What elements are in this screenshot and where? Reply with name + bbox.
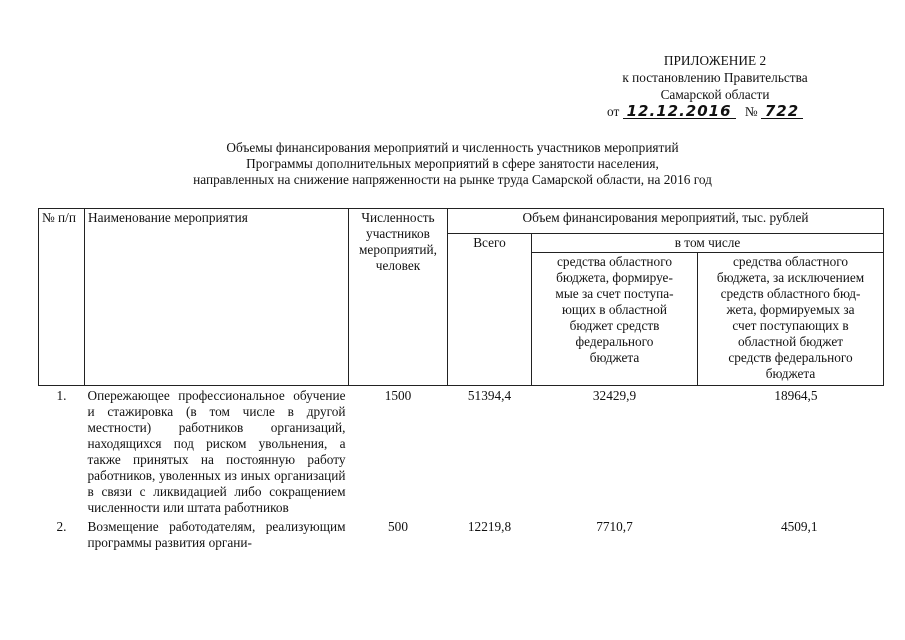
title-line-3: направленных на снижение напряженности на рынке труда Самарской области, на 2016 год	[193, 172, 712, 187]
appendix-title: ПРИЛОЖЕНИЕ 2	[663, 53, 767, 68]
header-num: № п/п	[39, 209, 85, 386]
handwritten-date: 12.12.2016	[623, 104, 736, 119]
row-regional: 4509,1	[780, 519, 818, 534]
funding-table	[38, 208, 884, 552]
row-participants: 1500	[384, 388, 412, 403]
header-name: Наименование мероприятия	[85, 209, 349, 386]
header-including: в том числе	[532, 234, 884, 253]
appendix-line-2: Самарской области	[660, 87, 770, 102]
header-total: Всего	[448, 234, 532, 386]
header-row-1	[39, 209, 884, 234]
table-row	[39, 386, 884, 518]
row-participants: 500	[388, 519, 408, 534]
handwritten-number: 722	[761, 104, 803, 119]
header-funding: Объем финансирования мероприятий, тыс. рублей	[448, 209, 884, 234]
document-title	[0, 140, 905, 188]
header-federal: средства областного бюджета, формируе- мые за счет поступа- ющих в областной бюджет средств федерального бюджета	[532, 253, 698, 386]
appendix-line-1: к постановлению Правительства	[622, 70, 808, 85]
title-line-1: Объемы финансирования мероприятий и численность участников мероприятий	[226, 140, 679, 155]
number-sign: №	[744, 104, 758, 119]
table-row	[39, 517, 884, 552]
row-total: 12219,8	[467, 519, 512, 534]
row-total: 51394,4	[467, 388, 512, 403]
row-name: Опережающее профессиональное обучение и стажировка (в том числе в другой местности) работников организаций, находящихся под риском увольнения, а также принятых на постоянную работу работников, уволенных из иных организаций в связи с ликвидацией либо сокращением численности или штата работников	[87, 388, 346, 515]
appendix-block	[560, 53, 870, 121]
row-num: 2.	[56, 519, 67, 534]
header-participants: Численность участников мероприятий, человек	[349, 209, 448, 386]
row-num: 1.	[56, 388, 67, 403]
row-regional: 18964,5	[774, 388, 818, 403]
row-federal: 32429,9	[592, 388, 637, 403]
title-line-2: Программы дополнительных мероприятий в сфере занятости населения,	[246, 156, 659, 171]
row-name: Возмещение работодателям, реализующим программы развития органи-	[87, 519, 346, 550]
appendix-date-number-row	[560, 104, 870, 121]
header-regional: средства областного бюджета, за исключением средств областного бюд- жета, формируемых за счет поступающих в областной бюджет средств федерального бюджета	[698, 253, 884, 386]
row-federal: 7710,7	[596, 519, 633, 534]
from-label: от	[607, 104, 620, 119]
